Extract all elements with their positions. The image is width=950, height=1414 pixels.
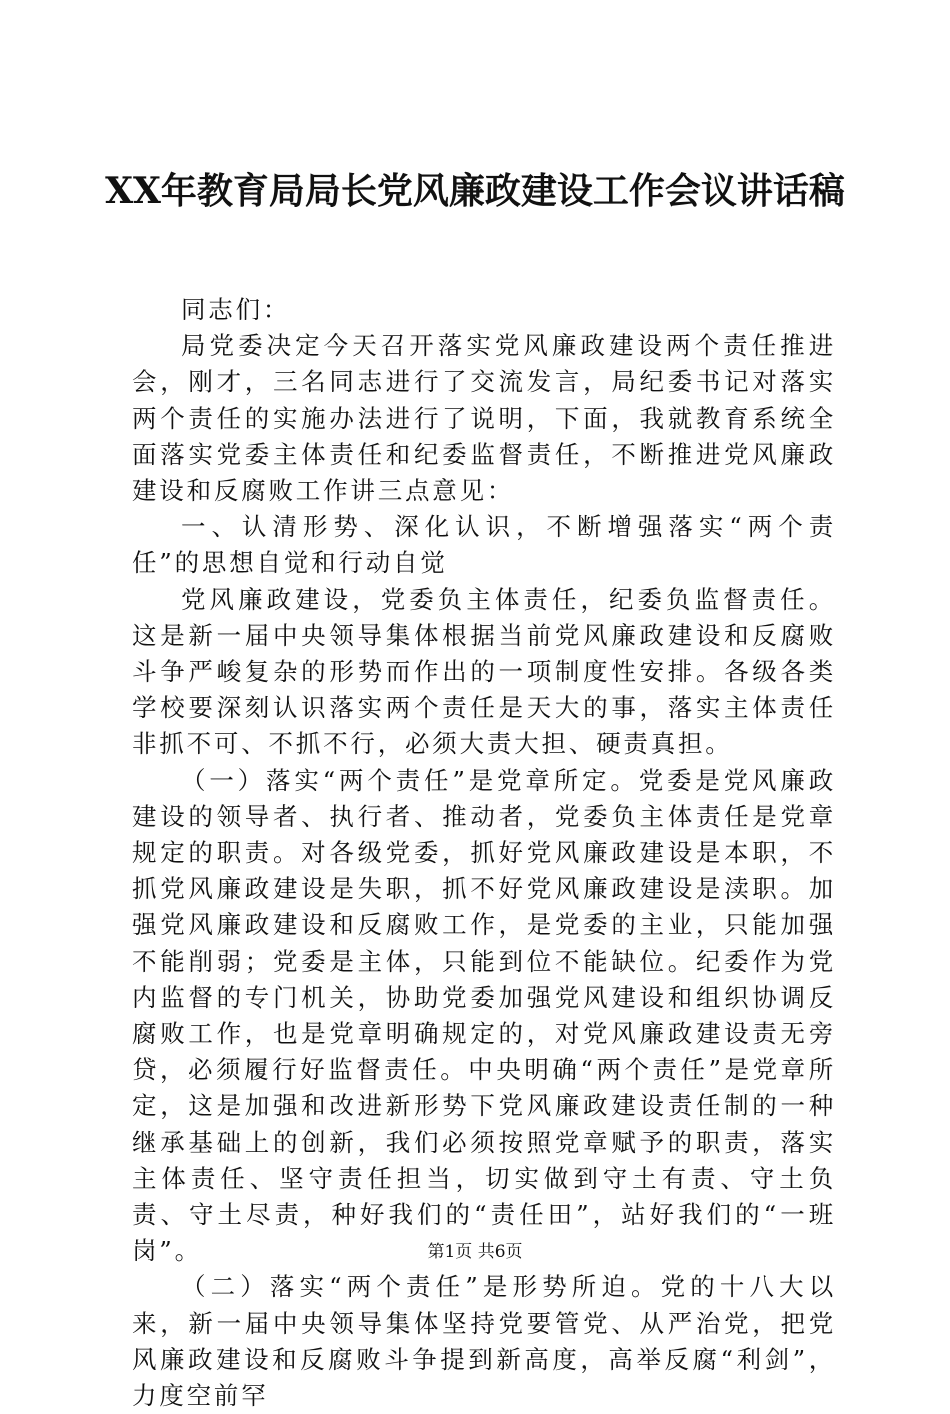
body-paragraph: （一）落实“两个责任”是党章所定。党委是党风廉政建设的领导者、执行者、推动者，党委负主体责任是党章规定的职责。对各级党委，抓好党风廉政建设是本职，不抓党风廉政建设是失职，抓不好党风廉政建设是渎职。加强党风廉政建设和反腐败工作，是党委的主业，只能加强不能削弱；党委是主体，只能到位不能缺位。纪委作为党内监督的专门机关，协助党委加强党风建设和组织协调反腐败工作，也是党章明确规定的，对党风廉政建设责无旁贷，必须履行好监督责任。中央明确“两个责任”是党章所定，这是加强和改进新形势下党风廉政建设责任制的一种继承基础上的创新，我们必须按照党章赋予的职责，落实主体责任、坚守责任担当，切实做到守土有责、守土负责、守土尽责，种好我们的“责任田”，站好我们的“一班岗”。 [132, 765, 836, 1266]
intro-paragraph: 局党委决定今天召开落实党风廉政建设两个责任推进会，刚才，三名同志进行了交流发言，局纪委书记对落实两个责任的实施办法进行了说明，下面，我就教育系统全面落实党委主体责任和纪委监督责任，不断推进党风廉政建设和反腐败工作讲三点意见： [132, 331, 836, 506]
document-title: XX年教育局局长党风廉政建设工作会议讲话稿 [105, 170, 845, 212]
section-heading-1: 一、认清形势、深化认识，不断增强落实“两个责任”的思想自觉和行动自觉 [132, 512, 836, 578]
body-paragraph: 党风廉政建设，党委负主体责任，纪委负监督责任。这是新一届中央领导集体根据当前党风廉政建设和反腐败斗争严峻复杂的形势而作出的一项制度性安排。各级各类学校要深刻认识落实两个责任是天大的事，落实主体责任非抓不可、不抓不行，必须大责大担、硬责真担。 [132, 584, 836, 759]
page-footer [0, 1240, 950, 1264]
body-paragraph: （二）落实“两个责任”是形势所迫。党的十八大以来，新一届中央领导集体坚持党要管党、从严治党，把党风廉政建设和反腐败斗争提到新高度，高举反腐“利剑”，力度空前罕 [132, 1272, 836, 1411]
page-number: 第1页 共6页 [427, 1242, 523, 1262]
salutation-paragraph: 同志们： [181, 295, 291, 324]
